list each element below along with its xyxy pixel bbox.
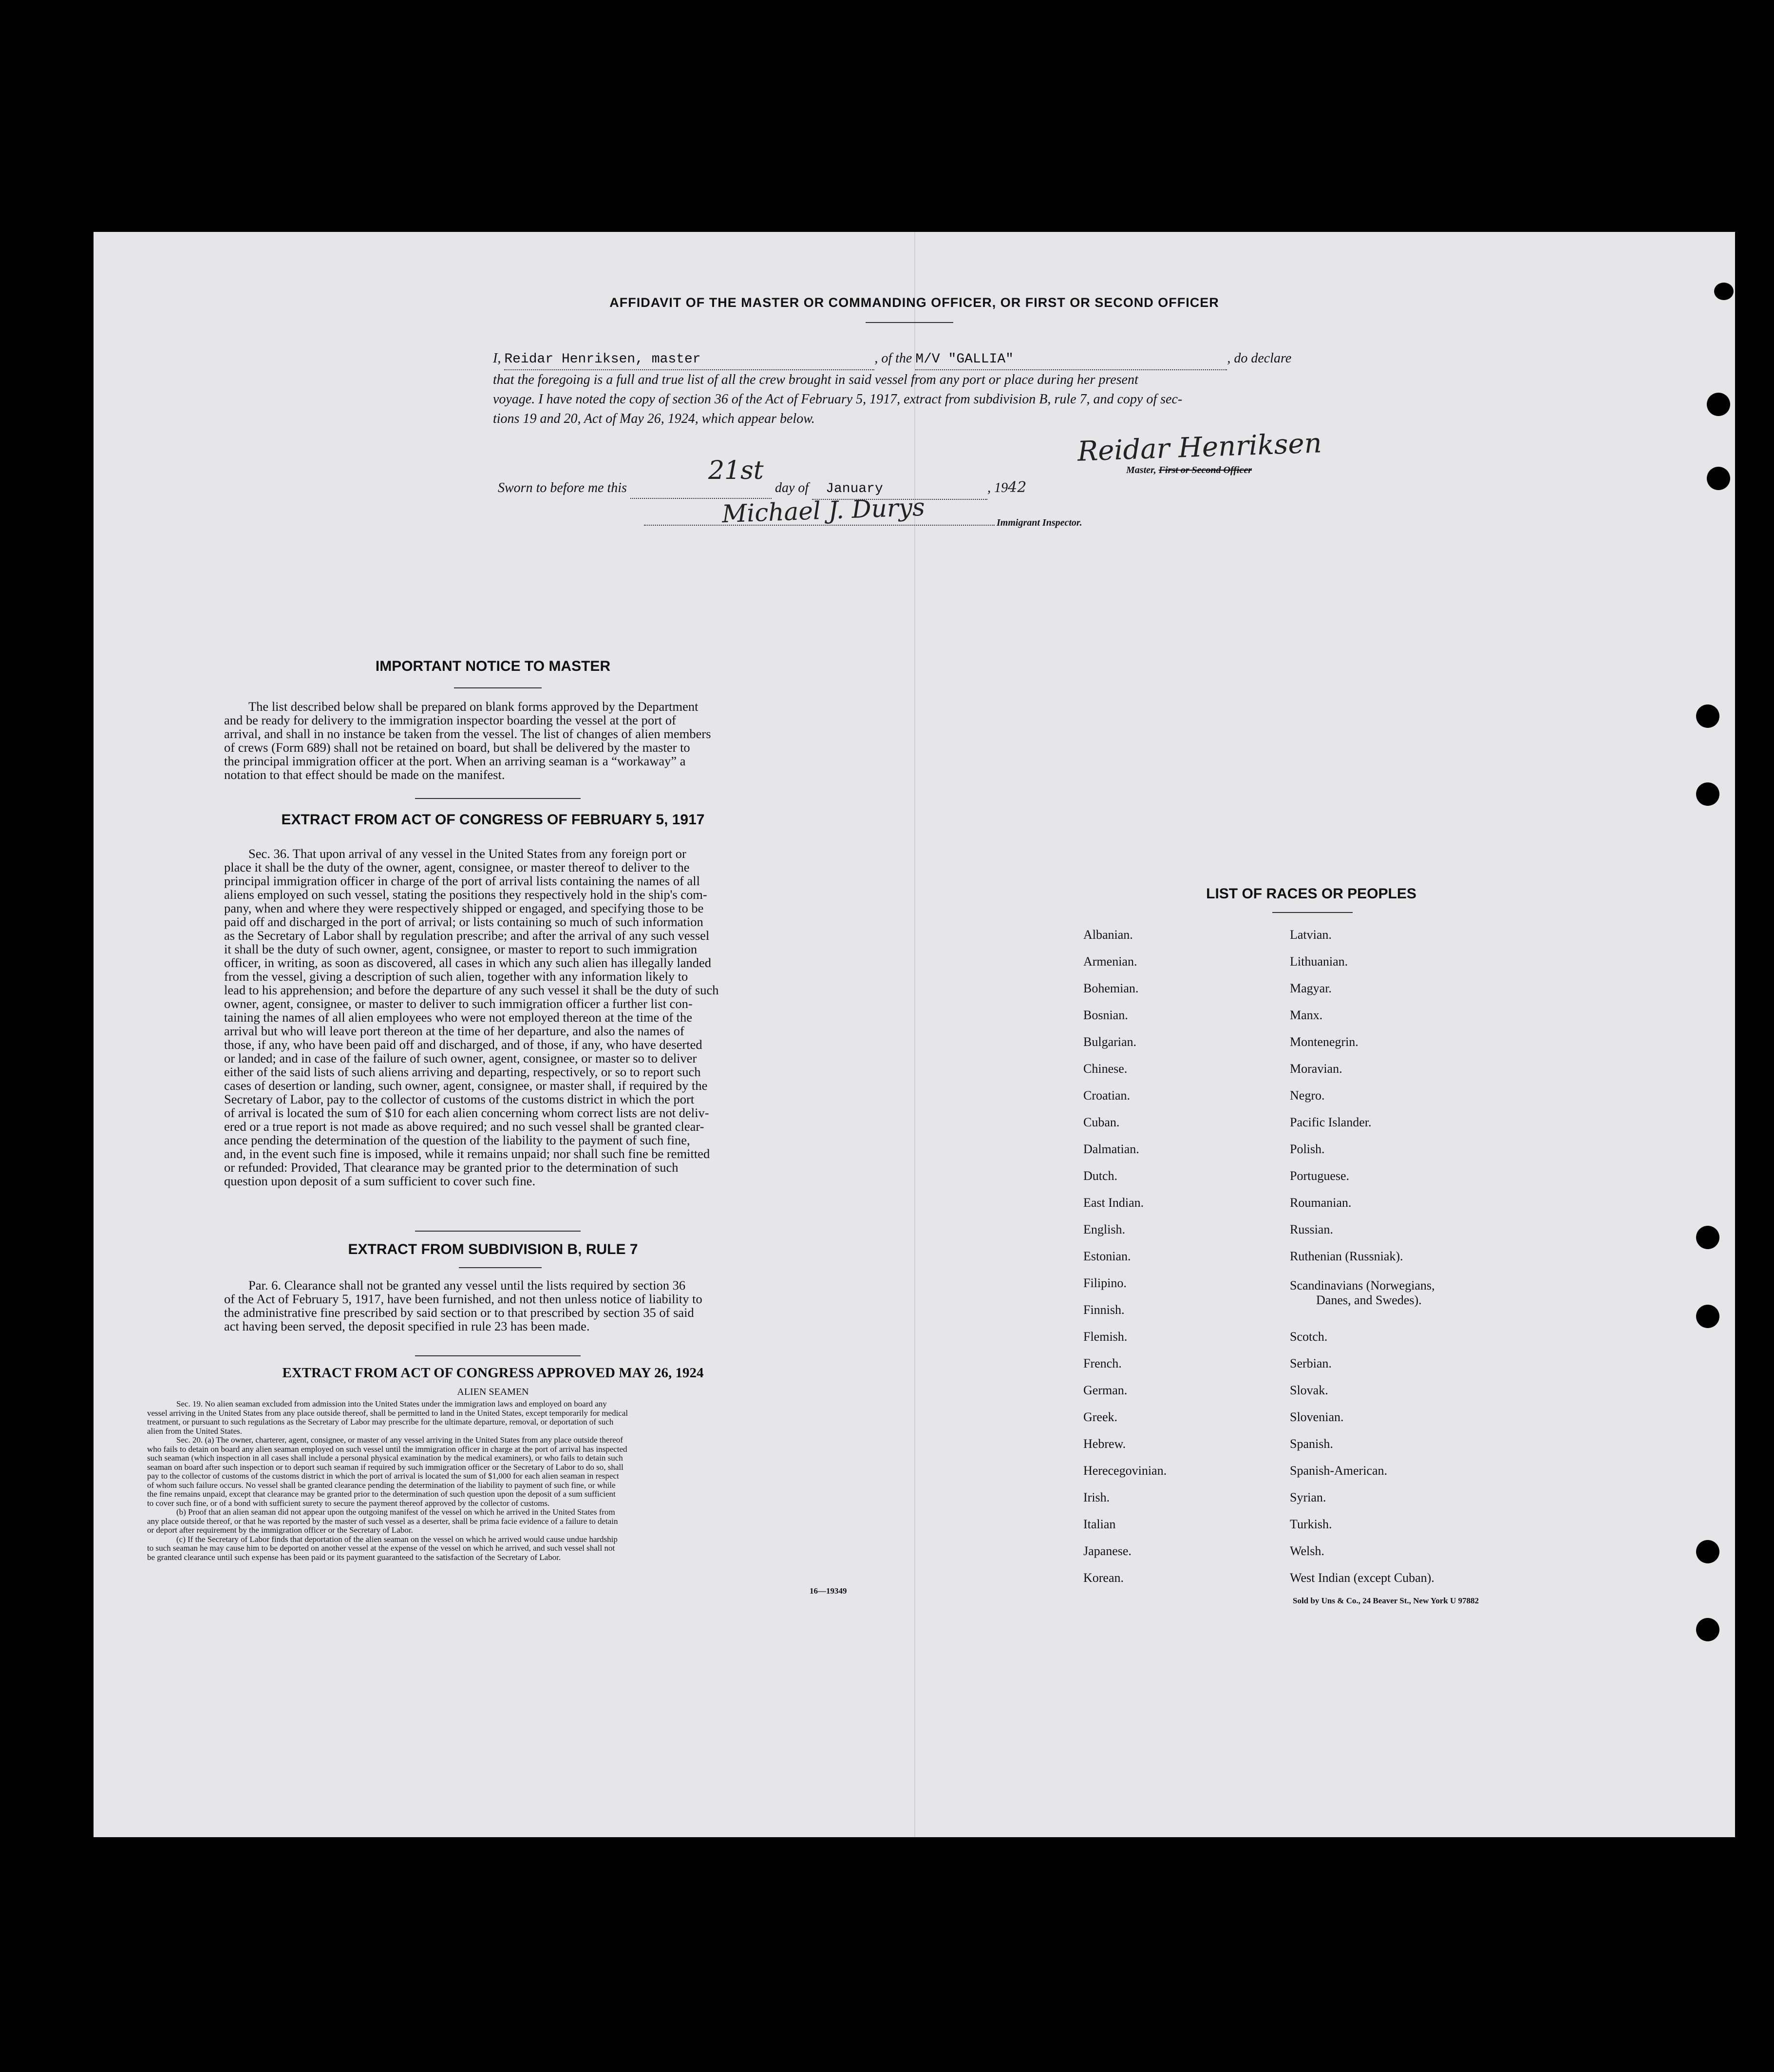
race-item: Scotch. bbox=[1290, 1330, 1328, 1344]
notice-line: The list described below shall be prepared on blank forms approved by the Department bbox=[248, 699, 698, 714]
extract-1917-line: and, in the event such fine is imposed, while it remains unpaid; nor shall such fine be remitted bbox=[224, 1146, 710, 1161]
vessel-name-field bbox=[915, 349, 1227, 370]
races-rule bbox=[1272, 912, 1353, 913]
master-caption: Master, bbox=[1126, 465, 1156, 475]
extract-1924-line: to such seaman he may cause him to be deported on another vessel at the expense of the vessel on which he arrived, and such vessel shall not bbox=[147, 1543, 615, 1553]
race-item: Croatian. bbox=[1083, 1088, 1131, 1103]
notice-line: the principal immigration officer at the port. When an arriving seaman is a “workaway” a bbox=[224, 754, 686, 768]
race-item: Latvian. bbox=[1290, 928, 1332, 942]
extract-1917-line: of arrival is located the sum of $10 for each alien concerning whom correct lists are not deliv- bbox=[224, 1105, 709, 1120]
extract-1924-line: be granted clearance until such expense has been paid or its payment guaranteed to the satisfaction of the Secretary of Labor. bbox=[147, 1552, 561, 1562]
race-item: Albanian. bbox=[1083, 928, 1133, 942]
race-item: Cuban. bbox=[1083, 1115, 1120, 1129]
section-rule bbox=[415, 798, 581, 799]
race-item: Bulgarian. bbox=[1083, 1035, 1137, 1049]
notice-line: and be ready for delivery to the immigration inspector boarding the vessel at the port of bbox=[224, 713, 676, 727]
fold-line bbox=[914, 232, 915, 1837]
race-item: Spanish. bbox=[1290, 1437, 1333, 1451]
race-item: Bosnian. bbox=[1083, 1008, 1128, 1022]
printer-imprint: Sold by Uns & Co., 24 Beaver St., New York U 97882 bbox=[1293, 1596, 1479, 1605]
punch-hole bbox=[1707, 467, 1730, 490]
race-item: West Indian (except Cuban). bbox=[1290, 1571, 1434, 1585]
extract-1917-line: pany, when and where they were respectively shipped or engaged, and specifying those to be bbox=[224, 901, 704, 915]
master-name: Reidar Henriksen, master bbox=[504, 352, 701, 367]
extract-1924-line: the fine remains unpaid, except that clearance may be granted prior to the determination of such question upon the deposit of a sum sufficient bbox=[147, 1489, 616, 1499]
inspector-line bbox=[644, 493, 1082, 529]
race-item: Polish. bbox=[1290, 1142, 1325, 1156]
extract-1917-title: EXTRACT FROM ACT OF CONGRESS OF FEBRUARY 5, 1917 bbox=[281, 812, 705, 828]
race-item: Dalmatian. bbox=[1083, 1142, 1139, 1156]
extract-1917-line: it shall be the duty of such owner, agent, consignee, or master to report to such immigration bbox=[224, 942, 698, 956]
subdivision-b-line: Par. 6. Clearance shall not be granted any vessel until the lists required by section 36 bbox=[248, 1278, 686, 1293]
inspector-signature: Michael J. Durys bbox=[721, 493, 925, 529]
alien-seamen-subtitle: ALIEN SEAMEN bbox=[457, 1387, 529, 1397]
race-item: Negro. bbox=[1290, 1088, 1325, 1103]
extract-1917-line: place it shall be the duty of the owner, agent, consignee, or master thereof to deliver to the bbox=[224, 860, 690, 874]
extract-1917-line: either of the said lists of such aliens arriving and departing, respectively, or so to report such bbox=[224, 1065, 701, 1079]
notice-rule bbox=[454, 687, 542, 688]
extract-1924-line: Sec. 20. (a) The owner, charterer, agent, consignee, or master of any vessel arriving in the United States from any place outside thereof bbox=[176, 1435, 623, 1445]
punch-hole bbox=[1696, 1305, 1719, 1328]
race-item: Roumanian. bbox=[1290, 1196, 1352, 1210]
affidavit-line-4: tions 19 and 20, Act of May 26, 1924, which appear below. bbox=[493, 411, 815, 426]
race-item: Welsh. bbox=[1290, 1544, 1324, 1558]
extract-1917-body bbox=[224, 847, 869, 1188]
notice-line: arrival, and shall in no instance be taken from the vessel. The list of changes of alien members bbox=[224, 726, 711, 741]
race-item: Scandinavians (Norwegians, bbox=[1290, 1278, 1435, 1293]
affidavit-prefix: I, bbox=[493, 351, 501, 366]
extract-1924-line: (c) If the Secretary of Labor finds that deportation of the alien seaman on the vessel on which he arrived would cause undue hardship bbox=[176, 1534, 618, 1544]
extract-1917-line: lead to his apprehension; and before the departure of any such vessel it shall be the duty of such bbox=[224, 983, 719, 997]
extract-1924-line: (b) Proof that an alien seaman did not appear upon the outgoing manifest of the vessel on which he arrived in the United States from bbox=[176, 1507, 615, 1517]
extract-1917-line: question upon deposit of a sum sufficient to cover such fine. bbox=[224, 1174, 536, 1188]
race-item: Greek. bbox=[1083, 1410, 1118, 1424]
extract-1924-line: vessel arriving in the United States from any place outside thereof, shall be permitted to land in the United States, except temporarily for medical bbox=[147, 1408, 628, 1418]
extract-1917-line: those, if any, who have been paid off and discharged, and of those, if any, who have deserted bbox=[224, 1037, 702, 1052]
race-item: Spanish-American. bbox=[1290, 1464, 1388, 1478]
races-title: LIST OF RACES OR PEOPLES bbox=[1206, 886, 1416, 902]
extract-1917-line: taining the names of all alien employees who were not employed thereon at the time of the bbox=[224, 1010, 693, 1025]
race-item: Pacific Islander. bbox=[1290, 1115, 1372, 1129]
extract-1917-line: paid off and discharged in the port of arrival; or lists containing so much of such information bbox=[224, 914, 703, 929]
extract-1924-line: seaman on board after such inspection or to deport such seaman if required by such immigration officer or the Secretary of Labor to do so, shall bbox=[147, 1462, 623, 1472]
title-rule bbox=[866, 322, 953, 323]
race-item: East Indian. bbox=[1083, 1196, 1144, 1210]
race-item: Filipino. bbox=[1083, 1276, 1127, 1290]
extract-1917-line: aliens employed on such vessel, stating the positions they respectively hold in the ship's com- bbox=[224, 887, 707, 902]
race-item: Bohemian. bbox=[1083, 981, 1139, 995]
affidavit-title: AFFIDAVIT OF THE MASTER OR COMMANDING OFFICER, OR FIRST OR SECOND OFFICER bbox=[609, 295, 1219, 310]
of-the-text: , of the bbox=[874, 351, 912, 366]
extract-1917-line: as the Secretary of Labor shall by regulation prescribe; and after the arrival of any such vessel bbox=[224, 928, 710, 943]
month-typed: January bbox=[826, 481, 883, 496]
race-item: Ruthenian (Russniak). bbox=[1290, 1249, 1403, 1263]
race-item: Flemish. bbox=[1083, 1330, 1128, 1344]
race-item: Turkish. bbox=[1290, 1517, 1332, 1531]
race-item: Serbian. bbox=[1290, 1356, 1332, 1370]
punch-hole bbox=[1696, 704, 1719, 728]
notice-line: of crews (Form 689) shall not be retained on board, but shall be delivered by the master to bbox=[224, 740, 690, 755]
punch-hole bbox=[1707, 393, 1730, 416]
punch-hole bbox=[1696, 782, 1719, 806]
notice-title: IMPORTANT NOTICE TO MASTER bbox=[375, 658, 611, 674]
race-item: Moravian. bbox=[1290, 1062, 1342, 1076]
punch-hole bbox=[1696, 1226, 1719, 1249]
extract-1917-line: or refunded: Provided, That clearance may be granted prior to the determination of such bbox=[224, 1160, 679, 1175]
subdivision-b-line: act having been served, the deposit specified in rule 23 has been made. bbox=[224, 1319, 590, 1333]
punch-hole bbox=[1696, 1618, 1719, 1641]
day-handwritten: 21st bbox=[708, 456, 764, 485]
race-item: Herecegovinian. bbox=[1083, 1464, 1167, 1478]
year-handwritten: 42 bbox=[1008, 479, 1027, 496]
race-item: Dutch. bbox=[1083, 1169, 1118, 1183]
subdivision-b-line: of the Act of February 5, 1917, have been furnished, and not then unless notice of liability to bbox=[224, 1292, 702, 1306]
race-item: Japanese. bbox=[1083, 1544, 1132, 1558]
signature-caption bbox=[1126, 465, 1252, 476]
race-item: French. bbox=[1083, 1356, 1122, 1370]
document-page bbox=[94, 232, 1735, 1837]
race-item: Hebrew. bbox=[1083, 1437, 1126, 1451]
race-item: Korean. bbox=[1083, 1571, 1124, 1585]
extract-1917-line: officer, in writing, as soon as discovered, all cases in which any such alien has illegally landed bbox=[224, 955, 712, 970]
affidavit-line-1 bbox=[493, 349, 1467, 370]
extract-1917-line: ance pending the determination of the question of the liability to the payment of such fine, bbox=[224, 1133, 690, 1147]
extract-1917-line: Sec. 36. That upon arrival of any vessel in the United States from any foreign port or bbox=[248, 846, 686, 861]
race-item: Portuguese. bbox=[1290, 1169, 1350, 1183]
affidavit-line-3: voyage. I have noted the copy of section 36 of the Act of February 5, 1917, extract from subdivision B, rule 7, and copy of sec- bbox=[493, 392, 1183, 407]
vessel-name: M/V "GALLIA" bbox=[915, 352, 1014, 367]
section-rule bbox=[415, 1355, 581, 1356]
extract-1924-line: who fails to detain on board any alien seaman employed on such vessel until the immigration officer in charge at the port of arrival has inspected bbox=[147, 1444, 627, 1454]
extract-1917-line: cases of desertion or landing, such owner, agent, consignee, or master shall, if required by the bbox=[224, 1078, 708, 1093]
year-prefix: , 19 bbox=[987, 480, 1008, 495]
race-item: Danes, and Swedes). bbox=[1316, 1293, 1422, 1307]
race-item: Lithuanian. bbox=[1290, 954, 1348, 969]
extract-1924-line: to cover such fine, or of a bond with sufficient surety to secure the payment thereof approved by the collector of customs. bbox=[147, 1498, 550, 1508]
race-item: Irish. bbox=[1083, 1490, 1110, 1504]
extract-1924-line: treatment, or pursuant to such regulations as the Secretary of Labor may prescribe for the ultimate departure, removal, or deportation of such bbox=[147, 1417, 614, 1426]
punch-hole bbox=[1696, 1540, 1719, 1563]
extract-1924-line: pay to the collector of customs of the customs district in which the port of arrival is located the sum of $1,000 for each alien seaman in respect bbox=[147, 1471, 619, 1481]
race-item: Italian bbox=[1083, 1517, 1116, 1531]
day-field bbox=[630, 456, 772, 499]
notice-body bbox=[224, 700, 869, 781]
extract-1917-line: principal immigration officer in charge of the port of arrival lists containing the names of all bbox=[224, 874, 700, 888]
form-number: 16—19349 bbox=[810, 1586, 847, 1596]
race-item: Manx. bbox=[1290, 1008, 1323, 1022]
extract-1917-line: owner, agent, consignee, or master to deliver to such immigration officer a further list con- bbox=[224, 996, 693, 1011]
master-signature: Reidar Henriksen bbox=[1077, 427, 1322, 468]
race-item: Estonian. bbox=[1083, 1249, 1131, 1263]
subdivision-b-body bbox=[224, 1278, 869, 1333]
extract-1924-line: of whom such failure occurs. No vessel shall be granted clearance pending the determination of the liability to payment of such fine, or while bbox=[147, 1480, 616, 1490]
extract-1924-line: Sec. 19. No alien seaman excluded from admission into the United States under the immigration laws and employed on board any bbox=[176, 1399, 607, 1408]
race-item: Slovak. bbox=[1290, 1383, 1328, 1397]
race-item: Slovenian. bbox=[1290, 1410, 1344, 1424]
subdivision-b-line: the administrative fine prescribed by said section or to that prescribed by section 35 of said bbox=[224, 1305, 694, 1320]
inspector-signature-field bbox=[644, 493, 995, 529]
race-item: Syrian. bbox=[1290, 1490, 1326, 1504]
master-name-field bbox=[504, 349, 874, 370]
section-rule bbox=[415, 1231, 581, 1232]
race-item: Finnish. bbox=[1083, 1303, 1125, 1317]
inspector-caption: Immigrant Inspector. bbox=[997, 517, 1082, 528]
subdivision-b-title: EXTRACT FROM SUBDIVISION B, RULE 7 bbox=[348, 1241, 638, 1257]
notice-line: notation to that effect should be made on the manifest. bbox=[224, 767, 505, 782]
affidavit-body bbox=[493, 349, 1467, 429]
race-item: Armenian. bbox=[1083, 954, 1137, 969]
race-item: German. bbox=[1083, 1383, 1128, 1397]
sworn-prefix: Sworn to before me this bbox=[498, 480, 627, 495]
extract-1917-line: from the vessel, giving a description of such alien, together with any information likely to bbox=[224, 969, 688, 984]
section-rule bbox=[459, 1267, 542, 1268]
race-item: Magyar. bbox=[1290, 981, 1332, 995]
race-item: Chinese. bbox=[1083, 1062, 1128, 1076]
extract-1924-line: such seaman (which inspection in all cases shall include a personal physical examination by the medical examiners), or who fails to detain such bbox=[147, 1453, 623, 1463]
extract-1924-body bbox=[147, 1400, 849, 1562]
extract-1924-line: alien from the United States. bbox=[147, 1426, 242, 1436]
extract-1924-line: or deport after requirement by the immigration officer or the Secretary of Labor. bbox=[147, 1525, 413, 1535]
extract-1924-title: EXTRACT FROM ACT OF CONGRESS APPROVED MAY 26, 1924 bbox=[282, 1365, 704, 1381]
extract-1917-line: or landed; and in case of the failure of such owner, agent, consignee, or master so to deliver bbox=[224, 1051, 697, 1065]
extract-1917-line: ered or a true report is not made as above required; and no such vessel shall be granted clear- bbox=[224, 1119, 704, 1134]
extract-1917-line: Secretary of Labor, pay to the collector of customs of the customs district in which the port bbox=[224, 1092, 695, 1106]
extract-1917-line: arrival but who will leave port thereon at the time of her departure, and also the names of bbox=[224, 1024, 684, 1038]
extract-1924-line: any place outside thereof, or that he was reported by the master of such vessel as a deserter, shall be prima facie evidence of a failure to detain bbox=[147, 1516, 618, 1526]
do-declare-text: , do declare bbox=[1227, 351, 1292, 366]
day-of-text: day of bbox=[774, 480, 809, 495]
race-item: Russian. bbox=[1290, 1222, 1333, 1236]
race-item: English. bbox=[1083, 1222, 1125, 1236]
struck-officer-caption: First or Second Officer bbox=[1158, 465, 1252, 475]
affidavit-line-2: that the foregoing is a full and true list of all the crew brought in said vessel from any port or place during her present bbox=[493, 372, 1138, 387]
race-item: Montenegrin. bbox=[1290, 1035, 1359, 1049]
